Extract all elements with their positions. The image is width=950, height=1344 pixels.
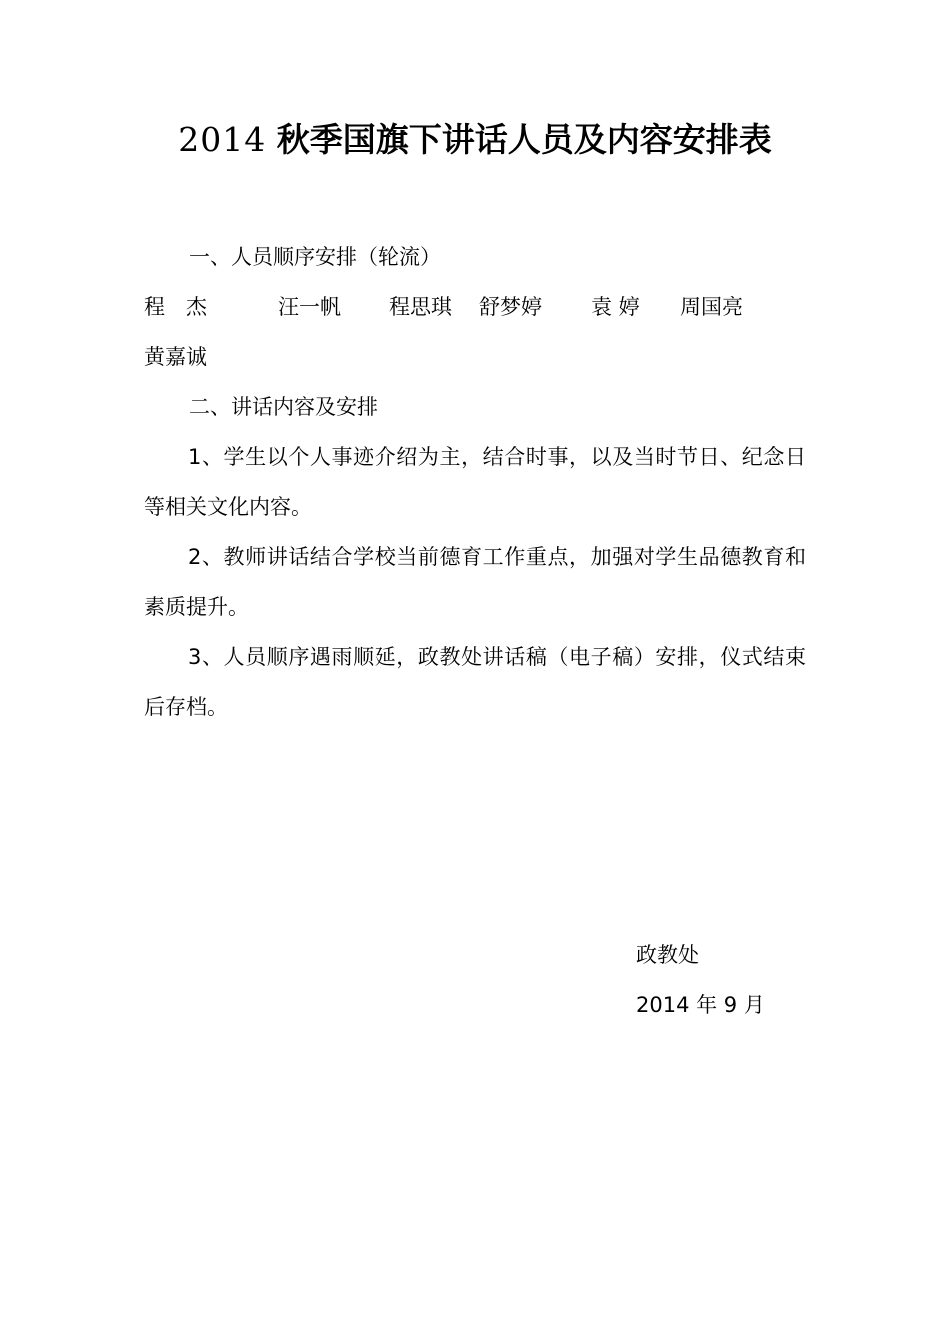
content-item-1: 1、学生以个人事迹介绍为主，结合时事，以及当时节日、纪念日等相关文化内容。 [144,445,806,519]
name-item: 汪一帆 [278,295,341,319]
name-item: 袁 婷 [591,295,640,319]
content-item-2: 2、教师讲话结合学校当前德育工作重点，加强对学生品德教育和素质提升。 [144,545,806,619]
title-text: 秋季国旗下讲话人员及内容安排表 [276,120,772,159]
name-item: 黄嘉诚 [144,345,207,369]
title-year: 2014 [178,120,267,159]
document-title [0,118,950,162]
signature-org: 政教处 [636,943,699,967]
section1-heading: 一、人员顺序安排（轮流） [189,245,441,269]
section2-heading: 二、讲话内容及安排 [189,395,378,419]
name-item: 周国亮 [680,295,743,319]
names-list [144,292,824,322]
name-item: 舒梦婷 [479,295,542,319]
name-item: 程 杰 [144,295,207,319]
name-item: 程思琪 [389,295,452,319]
content-item-3: 3、人员顺序遇雨顺延，政教处讲话稿（电子稿）安排，仪式结束后存档。 [144,645,806,719]
signature-date: 2014 年 9 月 [636,993,765,1017]
